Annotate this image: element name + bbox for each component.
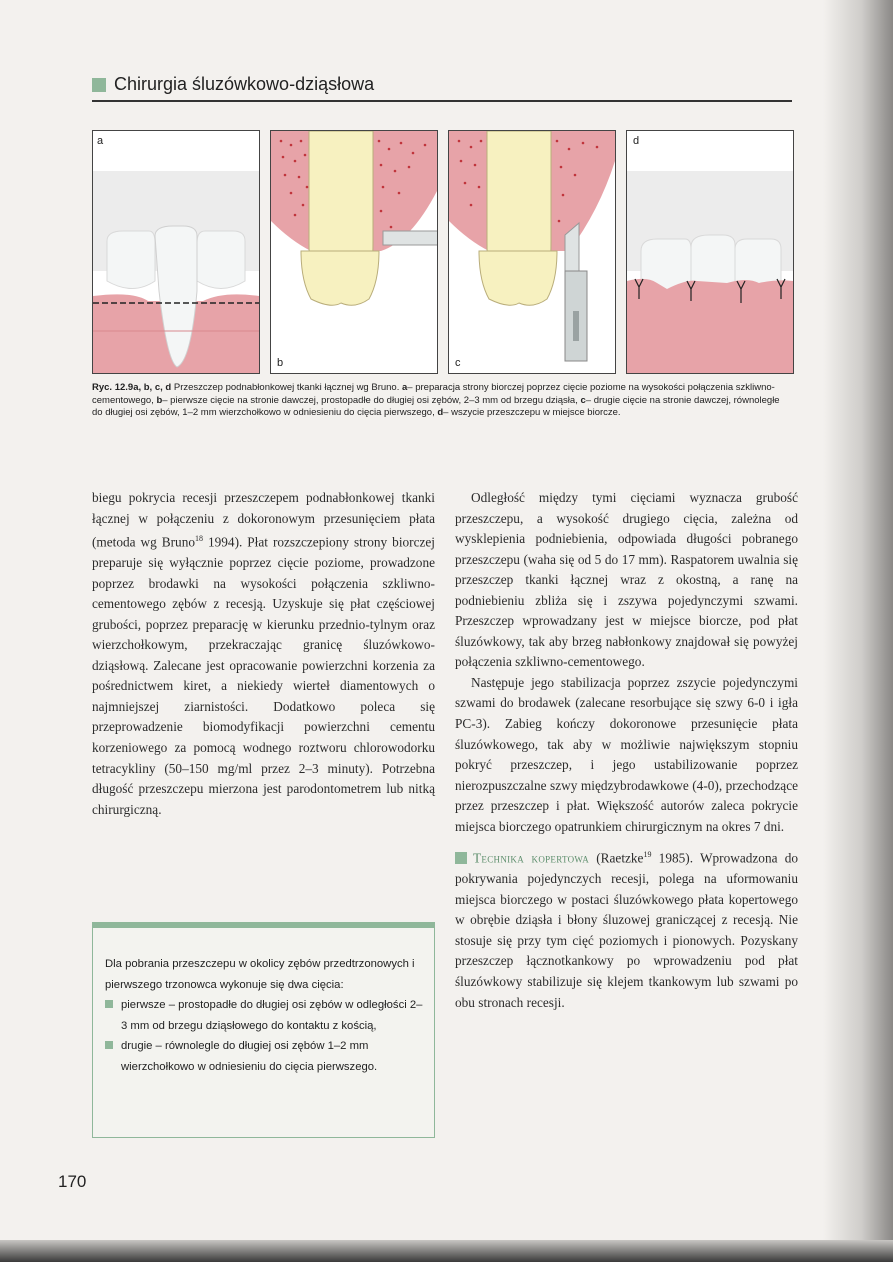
panel-label-c: c: [455, 357, 461, 369]
caption-ref: Ryc. 12.9a, b, c, d: [92, 382, 172, 393]
list-item-text: drugie – równolegle do długiej osi zębów 1–2 mm wierzchołkowo w odniesieniu do cięcia pierwszego.: [121, 1040, 378, 1073]
right-paragraph-1: Odległość między tymi cięciami wyznacza grubość przeszczepu, a wysokość drugiego cięcia, zależna od wysklepienia podniebienia, odpowiada długości pobranego przeszczepu (waha się od 5 do 17 mm). Raspatorem uwalnia się przeszczep tkanki łącznej wraz z okostną, a ranę na podniebieniu zbliża się i zszywa pojedynczymi szwami. Przeszczep wprowadzany jest w miejsce biorcze, pod płat śluzówkowy, tak aby brzeg nabłonkowy znajdował się powyżej połączenia szkliwno-cementowego.: [455, 490, 798, 670]
bullet-square-icon: [105, 1000, 113, 1008]
left-paragraph-text-a: biegu pokrycia recesji przeszczepem podnabłonkowej tkanki łącznej w połączeniu z dokoronowym przesunięciem płata (metoda wg Bruno: [92, 490, 435, 550]
illustration-first-incision: [271, 131, 437, 373]
left-paragraph-text-b: 1994). Płat rozszczepiony strony biorczej preparuje się wyłącznie poprzez cięcie poziome, prowadzone poprzez brodawki na wysokości połączenia szkliwno-cementowego zębów z recesją. Uzyskuje się płat częściowej grubości, poprzez preparację w kierunku przednio-tylnym oraz wierzchołkowym, przekraczając granicę śluzówkowo-dziąsłową. Zalecane jest opracowanie powierzchni korzenia za pośrednictwem kiret, a niekiedy wierteł diamentowych o najmniejszej ziarnistości. Dodatkowo poleca się przeprowadzenie biomodyfikacji powierzchni cementu korzeniowego za pomocą wodnego roztworu chlorowodorku tetracykliny (50–150 mg/ml przez 2–3 minuty). Potrzebna długość przeszczepu mierzona jest parodontometrem lub nitką chirurgiczną.: [92, 534, 435, 817]
caption-d-label: d: [437, 407, 444, 418]
footnote-ref-18: 18: [195, 534, 203, 544]
caption-b-text: – pierwsze cięcie na stronie dawczej, prostopadłe do długiej osi zębów, 2–3 mm od brzegu dziąsła,: [162, 394, 578, 406]
panel-label-a: a: [97, 135, 104, 147]
right-column: [455, 488, 798, 1013]
figure-panel-a: [92, 130, 260, 374]
list-item: [105, 995, 424, 1036]
figure-panel-b: [270, 130, 438, 374]
caption-c-label: c: [580, 394, 586, 406]
section-title: Technika kopertowa: [473, 850, 590, 866]
header-square-icon: [92, 78, 106, 92]
page-bottom-edge: [0, 1240, 893, 1262]
panel-label-b: b: [277, 357, 284, 369]
caption-b-label: b: [156, 394, 163, 406]
page-number: 170: [58, 1172, 87, 1191]
page-edge-shadow: [823, 0, 893, 1262]
right-paragraph-2: Następuje jego stabilizacja poprzez zszycie pojedynczymi szwami do brodawek (zalecane resorbujące się szwy 6-0 i igła PC-3). Zabieg kończy dokoronowe przesunięcie płata śluzówkowego, tak aby w możliwie największym stopniu pokryć przeszczep, i jego ustabilizowanie poprzez nierozpuszczalne szwy międzybrodawkowe (4-0), przechodzące przez przeszczep i płat. Większość autorów zaleca pokrycie miejsca biorczego opatrunkiem chirurgicznym na okres 7 dni.: [455, 674, 798, 834]
illustration-recession-incision: [93, 131, 259, 373]
running-header: [92, 74, 792, 102]
figure-caption: [92, 382, 792, 420]
left-paragraph: [92, 488, 435, 820]
list-item-text: pierwsze – prostopadłe do długiej osi zębów w odległości 2–3 mm od brzegu dziąsłowego do kontaktu z kością,: [121, 999, 423, 1032]
caption-c-text: – drugie cięcie na stronie dawczej, równoległe do długiej osi zębów, 1–2 mm wierzchołkowo w odniesieniu do cięcia pierwszego,: [92, 394, 780, 418]
section-text-b: 1985). Wprowadzona do pokrywania pojedynczych recesji, polega na uformowaniu miejsca biorczego w postaci śluzówkowego płata kopertowego w obrębie dziąsła i błony śluzowej graniczącej z recesją. Nie stosuje się przy tym cięć poziomych i pionowych. Pozyskany przeszczep łącznotkankowy po wprowadzeniu pod płat śluzówkowy stabilizuje się klejem tkankowym lub szwami po obu stronach recesji.: [455, 850, 798, 1010]
illustration-second-incision: [449, 131, 615, 373]
info-box: [92, 922, 435, 1138]
header-title: Chirurgia śluzówkowo-dziąsłowa: [114, 74, 375, 94]
illustration-graft-sutured: [627, 131, 793, 373]
caption-a-text: – preparacja strony biorczej poprzez cięcie poziome na wysokości połączenia szkliwno-cementowego,: [92, 382, 775, 406]
caption-a-label: a: [402, 382, 408, 393]
figure-panel-c: [448, 130, 616, 374]
info-box-intro: Dla pobrania przeszczepu w okolicy zębów przedtrzonowych i pierwszego trzonowca wykonuje się dwa cięcia:: [105, 958, 415, 991]
footnote-ref-19: 19: [643, 850, 652, 860]
info-box-list: [105, 995, 424, 1077]
left-column: [92, 488, 435, 820]
figure-panel-d: [626, 130, 794, 374]
list-item: [105, 1036, 424, 1077]
section-square-icon: [455, 852, 467, 864]
section-envelope-technique: [455, 845, 798, 1013]
caption-d-text: – wszycie przeszczepu w miejsce biorcze.: [443, 407, 621, 418]
section-text-a: (Raetzke: [589, 850, 644, 866]
panel-label-d: d: [633, 135, 640, 147]
bullet-square-icon: [105, 1041, 113, 1049]
caption-text: Przeszczep podnabłonkowej tkanki łącznej wg Bruno.: [173, 382, 400, 393]
